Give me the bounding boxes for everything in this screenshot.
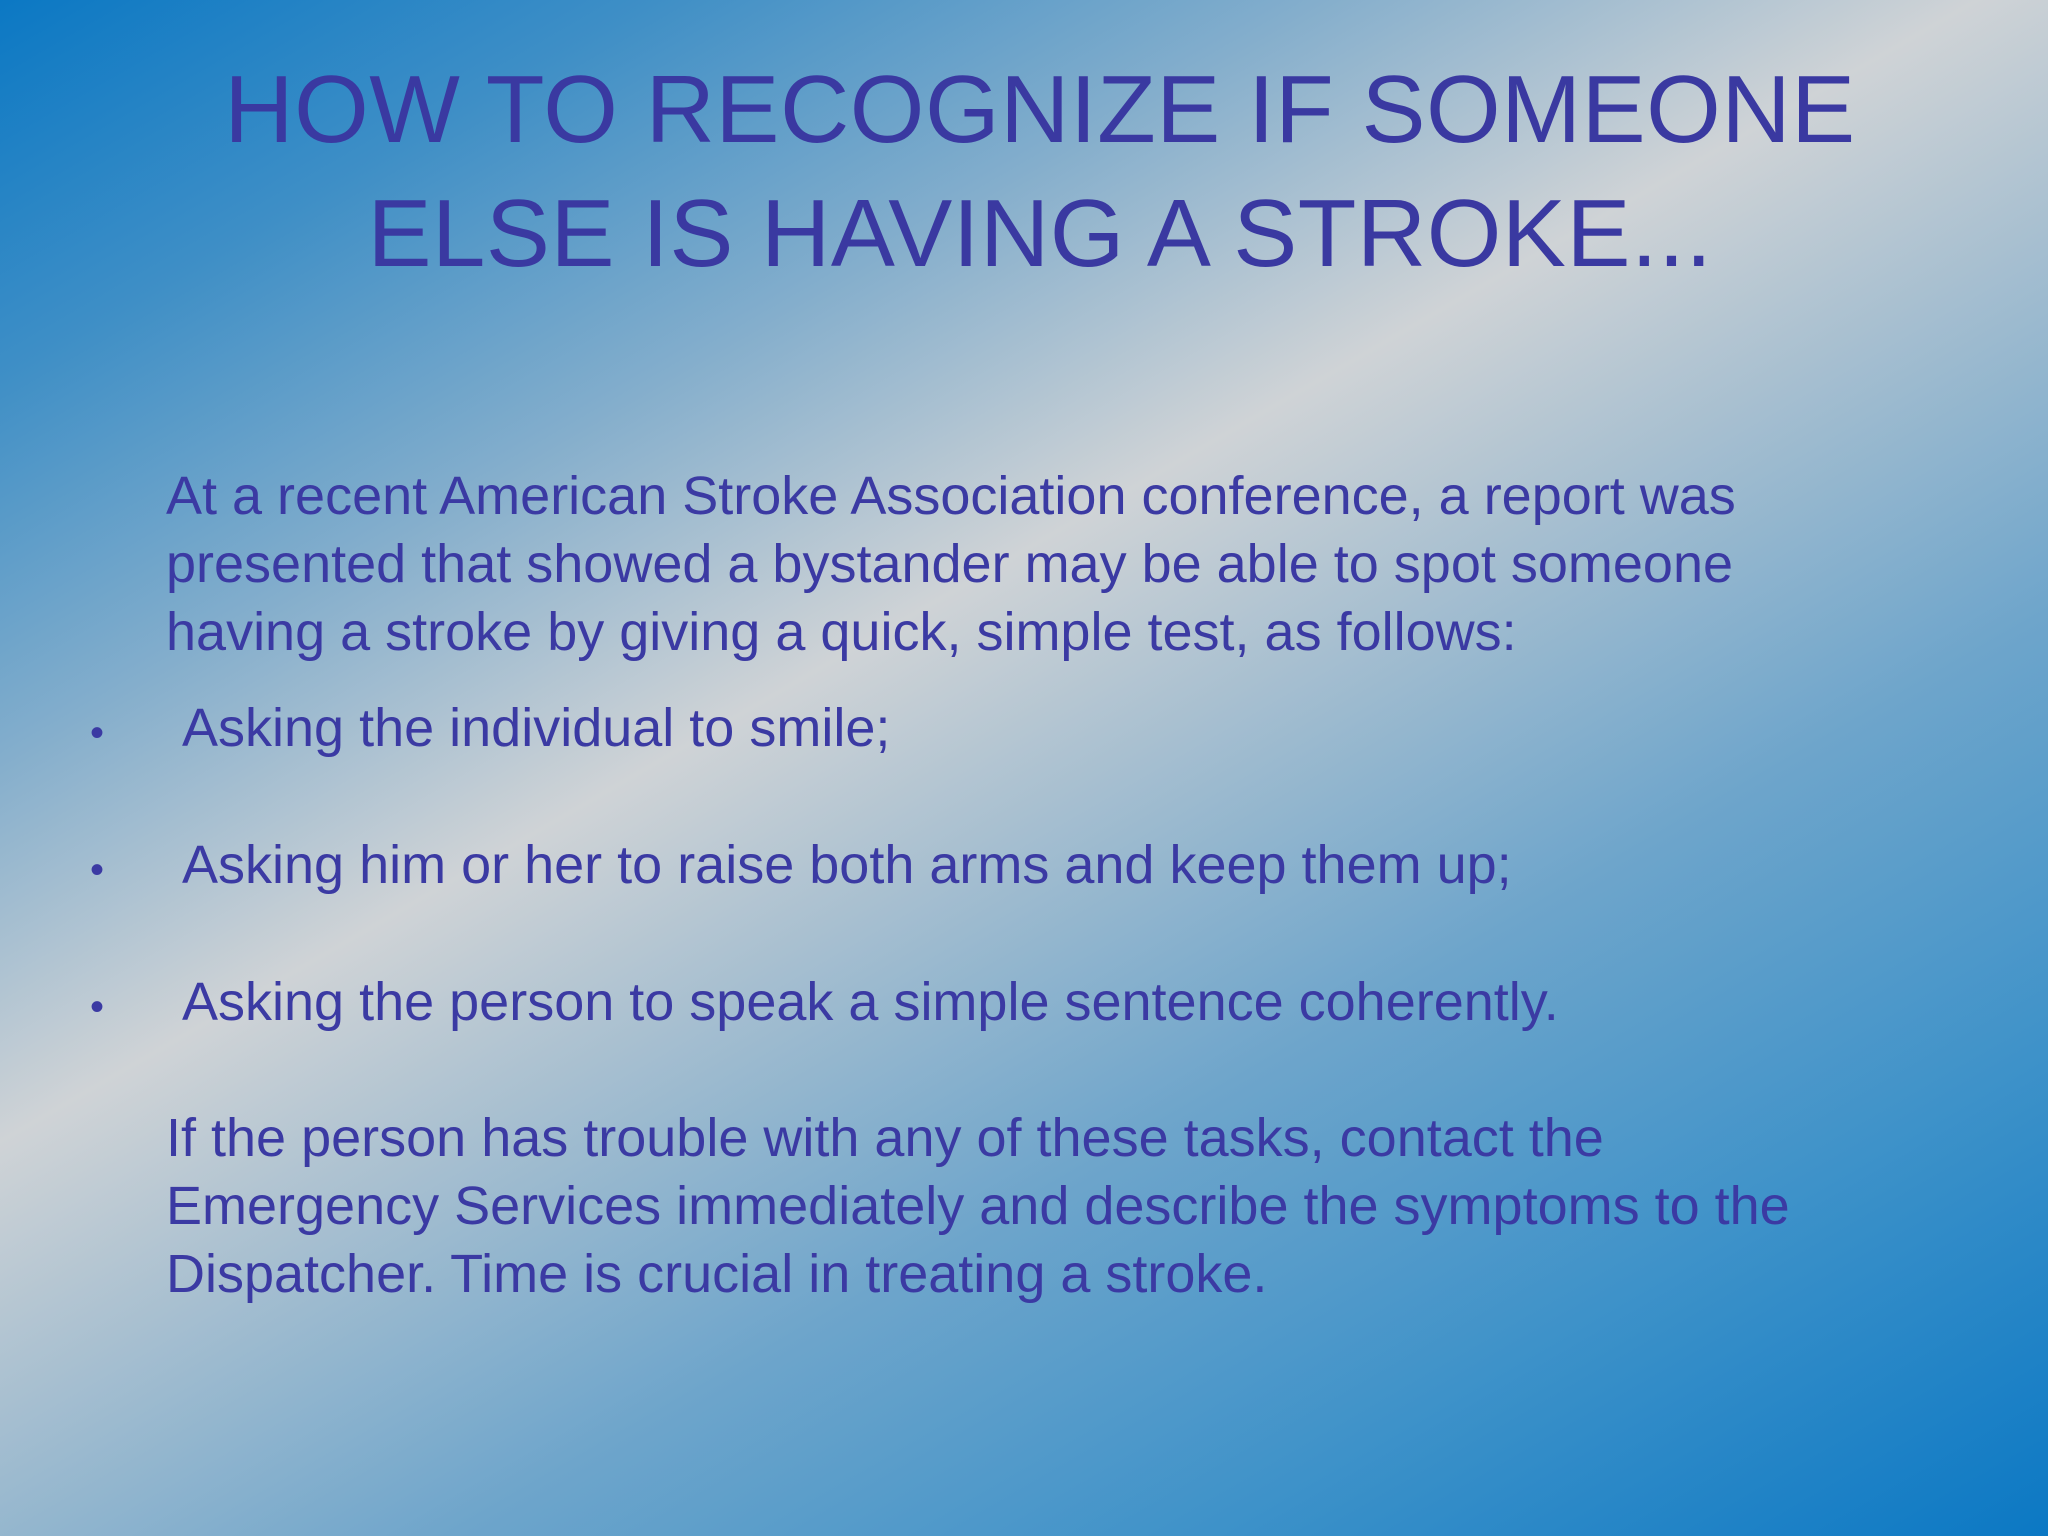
bullet-text-speak: Asking the person to speak a simple sentence coherently. [182, 972, 1559, 1032]
intro-paragraph: At a recent American Stroke Association conference, a report was presented that showed a bystander may be able to spot someone having a stroke by giving a quick, simple test, as follows: [166, 466, 1736, 662]
bullet-dot-icon: • [90, 848, 105, 892]
stroke-test-item-smile [90, 694, 1940, 831]
bullet-dot-icon: • [90, 711, 105, 755]
bullet-text-raise-arms: Asking him or her to raise both arms and keep them up; [182, 835, 1512, 895]
slide-title: HOW TO RECOGNIZE IF SOMEONE ELSE IS HAVING A STROKE... [224, 56, 1856, 287]
closing-paragraph: If the person has trouble with any of these tasks, contact the Emergency Services immediately and describe the symptoms to the Dispatcher. Time is crucial in treating a stroke. [166, 1108, 1790, 1304]
stroke-test-item-speak [90, 968, 1940, 1105]
bullet-text-smile: Asking the individual to smile; [182, 698, 891, 758]
bullet-dot-icon: • [90, 985, 105, 1029]
stroke-test-item-raise-arms [90, 831, 1940, 968]
stroke-test-list [90, 694, 1940, 1105]
